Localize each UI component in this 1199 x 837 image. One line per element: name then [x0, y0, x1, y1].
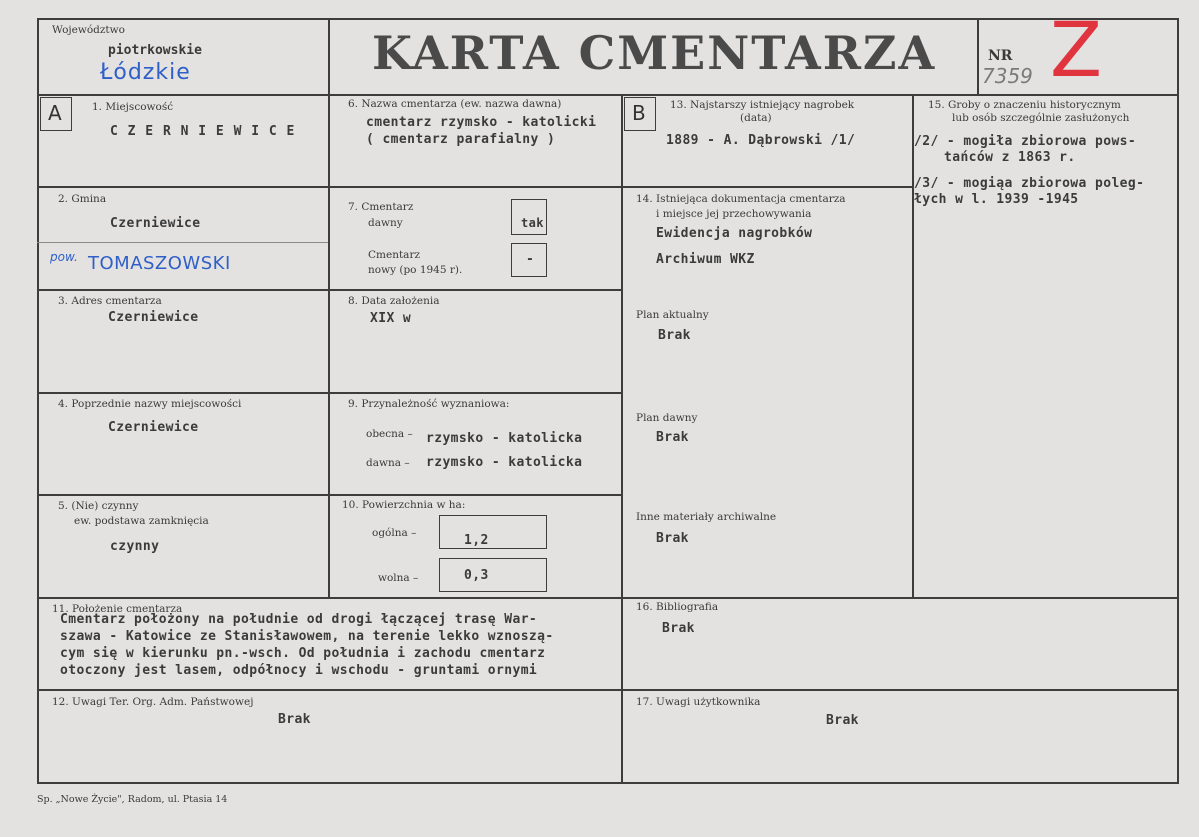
field-7-nowy-sublabel: nowy (po 1945 r).: [368, 264, 463, 276]
field-14-label: 14. Istniejąca dokumentacja cmentarza: [636, 193, 846, 205]
field-9-dawna-value: rzymsko - katolicka: [426, 455, 583, 470]
plan-dawny-label: Plan dawny: [636, 412, 698, 424]
field-5-sublabel: ew. podstawa zamknięcia: [74, 515, 209, 527]
field-3-value: Czerniewice: [108, 310, 199, 325]
field-10-wolna-value: 0,3: [464, 568, 489, 583]
section-a-letter: A: [48, 101, 62, 125]
field-15-label: 15. Groby o znaczeniu historycznym: [928, 99, 1121, 111]
field-2-value: Czerniewice: [110, 216, 201, 231]
field-15-value-line-3: /3/ - mogiąa zbiorowa poleg-: [914, 176, 1145, 191]
plan-aktualny-label: Plan aktualny: [636, 309, 709, 321]
powiat-prefix: pow.: [50, 250, 78, 264]
plan-dawny-value: Brak: [656, 430, 689, 445]
field-13-value: 1889 - A. Dąbrowski /1/: [666, 133, 856, 148]
section-b-box: [624, 97, 656, 131]
field-7-nowy-label: Cmentarz: [368, 249, 420, 261]
inne-materialy-value: Brak: [656, 531, 689, 546]
field-4-label: 4. Poprzednie nazwy miejscowości: [58, 398, 242, 410]
field-10-label: 10. Powierzchnia w ha:: [342, 499, 466, 511]
field-9-dawna-label: dawna –: [366, 457, 410, 469]
field-4-value: Czerniewice: [108, 420, 199, 435]
field-2-label: 2. Gmina: [58, 193, 107, 205]
field-1-label: 1. Miejscowość: [92, 101, 174, 113]
field-15-value-line-1: /2/ - mogiła zbiorowa pows-: [914, 134, 1137, 149]
field-7-dawny-label: dawny: [368, 217, 403, 229]
field-5-value: czynny: [110, 539, 160, 554]
field-12-label: 12. Uwagi Ter. Org. Adm. Państwowej: [52, 696, 254, 708]
field-13-label: 13. Najstarszy istniejący nagrobek: [670, 99, 855, 111]
field-5-label: 5. (Nie) czynny: [58, 500, 139, 512]
field-10-wolna-box: [439, 558, 547, 592]
field-10-ogolna-value: 1,2: [464, 533, 489, 548]
field-7-nowy-value: -: [526, 252, 535, 267]
field-7-nowy-box: [511, 243, 547, 277]
field-7-label: 7. Cmentarz: [348, 201, 414, 213]
field-14-sublabel: i miejsce jej przechowywania: [656, 208, 812, 220]
inne-materialy-label: Inne materiały archiwalne: [636, 511, 777, 523]
section-a-box: [40, 97, 72, 131]
field-6-value-line-1: cmentarz rzymsko - katolicki: [366, 115, 597, 130]
field-14-value-line-1: Ewidencja nagrobków: [656, 226, 813, 241]
powiat-handwritten-value: TOMASZOWSKI: [88, 253, 231, 274]
field-9-obecna-label: obecna –: [366, 428, 413, 440]
wojewodztwo-handwritten-value: Łódzkie: [100, 60, 191, 85]
field-8-value: XIX w: [370, 311, 412, 326]
card-title: KARTA CMENTARZA: [372, 26, 937, 80]
field-9-obecna-value: rzymsko - katolicka: [426, 431, 583, 446]
printer-imprint: Sp. „Nowe Życie", Radom, ul. Ptasia 14: [37, 794, 228, 805]
field-12-value: Brak: [278, 712, 311, 727]
field-1-value: C Z E R N I E W I C E: [110, 124, 296, 139]
wojewodztwo-typed-value: piotrkowskie: [108, 43, 202, 58]
nr-label: NR: [988, 48, 1013, 64]
field-7-dawny-value: tak: [521, 216, 544, 230]
wojewodztwo-label: Województwo: [52, 24, 125, 36]
field-8-label: 8. Data założenia: [348, 295, 440, 307]
field-11-value-line-1: Cmentarz położony na południe od drogi łączącej trasę War-: [60, 612, 538, 627]
field-10-ogolna-label: ogólna –: [372, 527, 417, 539]
field-15-sublabel: lub osób szczególnie zasłużonych: [952, 112, 1130, 124]
field-17-label: 17. Uwagi użytkownika: [636, 696, 761, 708]
field-3-label: 3. Adres cmentarza: [58, 295, 162, 307]
field-17-value: Brak: [826, 713, 859, 728]
field-15-value-line-4: łych w l. 1939 -1945: [914, 192, 1079, 207]
field-10-ogolna-box: [439, 515, 547, 549]
field-14-value-line-2: Archiwum WKZ: [656, 252, 755, 267]
field-13-sublabel: (data): [740, 112, 772, 124]
field-11-value-line-2: szawa - Katowice ze Stanisławowem, na terenie lekko wznoszą-: [60, 629, 554, 644]
field-11-value-line-3: cym się w kierunku pn.-wsch. Od południa i zachodu cmentarz: [60, 646, 546, 661]
field-11-label: 11. Położenie cmentarza: [52, 603, 183, 615]
nr-number: 7359: [982, 64, 1033, 88]
field-16-value: Brak: [662, 621, 695, 636]
field-6-value-line-2: ( cmentarz parafialny ): [366, 132, 556, 147]
field-16-label: 16. Bibliografia: [636, 601, 719, 613]
field-10-wolna-label: wolna –: [378, 572, 419, 584]
plan-aktualny-value: Brak: [658, 328, 691, 343]
nr-handwritten-letter: Z: [1050, 5, 1103, 94]
field-9-label: 9. Przynależność wyznaniowa:: [348, 398, 510, 410]
field-6-label: 6. Nazwa cmentarza (ew. nazwa dawna): [348, 98, 562, 110]
field-11-value-line-4: otoczony jest lasem, odpółnocy i wschodu - gruntami ornymi: [60, 663, 538, 678]
field-7-dawny-box: [511, 199, 547, 235]
section-b-letter: B: [632, 101, 646, 125]
field-15-value-line-2: tańców z 1863 r.: [944, 150, 1076, 165]
